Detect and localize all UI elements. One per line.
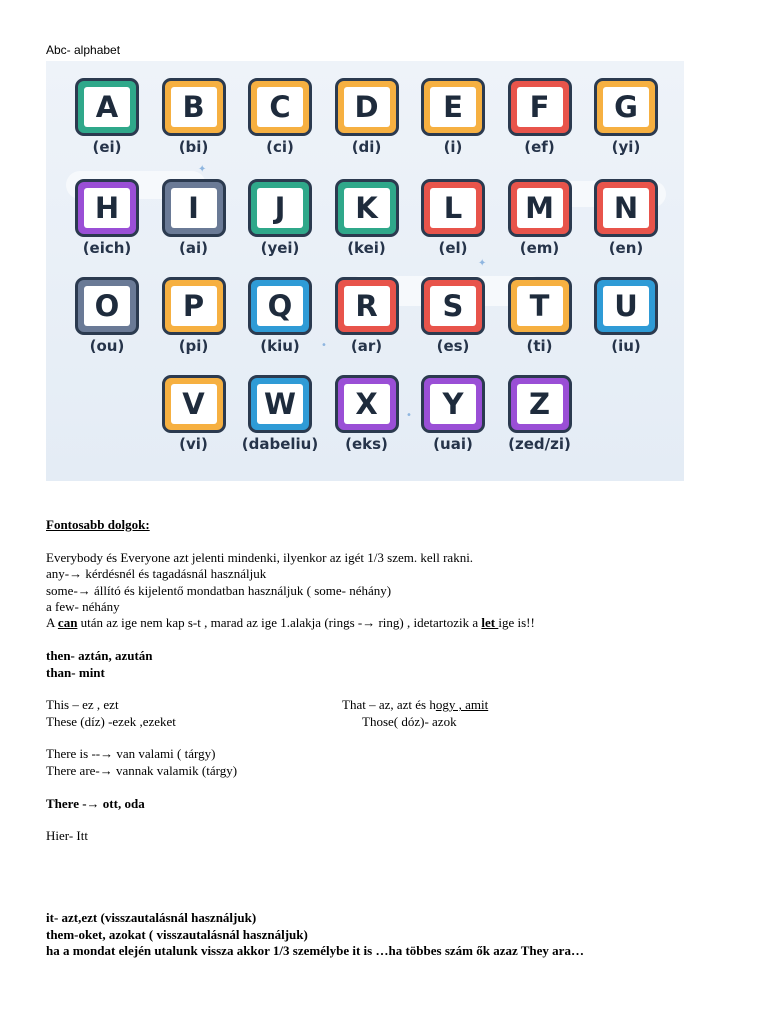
note-it: it- azt,ezt (visszautalásnál használjuk) — [46, 910, 257, 926]
letter: D — [344, 87, 390, 127]
letter: N — [603, 188, 649, 228]
notes-section — [46, 517, 746, 960]
letter: Y — [430, 384, 476, 424]
note-that — [342, 697, 488, 713]
note-there-is: There is --→ van valami ( tárgy) — [46, 746, 216, 762]
letter-tile-g — [594, 78, 658, 136]
sparkle-icon: ✦ — [478, 258, 487, 269]
letter-tile-u — [594, 277, 658, 335]
letter-tile-o — [75, 277, 139, 335]
letter: G — [603, 87, 649, 127]
section-heading: Fontosabb dolgok: — [46, 517, 150, 532]
note-everybody: Everybody és Everyone azt jelenti mindenki, ilyenkor az igét 1/3 szem. kell rakni. — [46, 549, 474, 565]
pronunciation-e: (i) — [443, 138, 463, 156]
note-this-that — [46, 697, 746, 713]
pronunciation-j: (yei) — [260, 239, 300, 257]
letter-tile-r — [335, 277, 399, 335]
letter: U — [603, 286, 649, 326]
sparkle-icon: ✦ — [198, 164, 207, 175]
letter-tile-e — [421, 78, 485, 136]
note-there: There -→ ott, oda — [46, 795, 145, 811]
letter-tile-i — [162, 179, 226, 237]
letter-tile-l — [421, 179, 485, 237]
letter: V — [171, 384, 217, 424]
note-any: any-→ kérdésnél és tagadásnál használjuk — [46, 566, 267, 582]
note-can-text: után az ige nem kap s-t , marad az ige 1.alakja (rings -→ ring) , idetartozik a — [77, 615, 482, 631]
pronunciation-f: (ef) — [524, 138, 555, 156]
letter: C — [257, 87, 303, 127]
note-ha: ha a mondat elején utalunk vissza akkor 1/3 személybe it is …ha többes szám ők azaz They ara… — [46, 943, 584, 959]
letter: Q — [257, 286, 303, 326]
letter: J — [257, 188, 303, 228]
letter-tile-n — [594, 179, 658, 237]
letter-tile-b — [162, 78, 226, 136]
letter: X — [344, 384, 390, 424]
note-few: a few- néhány — [46, 598, 120, 614]
pronunciation-k: (kei) — [347, 239, 386, 257]
sparkle-icon: • — [321, 340, 327, 351]
letter-tile-z — [508, 375, 572, 433]
note-can-text: A — [46, 615, 58, 631]
letter: L — [430, 188, 476, 228]
letter: B — [171, 87, 217, 127]
note-there-are: There are-→ vannak valamik (tárgy) — [46, 762, 238, 778]
note-these-those — [46, 714, 746, 730]
sparkle-icon: • — [406, 410, 412, 421]
pronunciation-a: (ei) — [92, 138, 122, 156]
page-title: Abc- alphabet — [46, 43, 121, 57]
note-these: These (díz) -ezek ,ezeket — [46, 713, 176, 729]
letter-tile-c — [248, 78, 312, 136]
note-that-underlined: ogy , amit — [435, 697, 489, 713]
letter-tile-x — [335, 375, 399, 433]
letter-tile-j — [248, 179, 312, 237]
letter: H — [84, 188, 130, 228]
note-can-text: ige is!! — [498, 615, 535, 631]
pronunciation-m: (em) — [519, 239, 560, 257]
letter-tile-f — [508, 78, 572, 136]
letter-tile-m — [508, 179, 572, 237]
letter: S — [430, 286, 476, 326]
note-hier: Hier- Itt — [46, 828, 88, 844]
note-can — [46, 615, 746, 631]
pronunciation-b: (bi) — [178, 138, 209, 156]
letter: F — [517, 87, 563, 127]
note-some: some-→ állító és kijelentő mondatban használjuk ( some- néhány) — [46, 582, 392, 598]
letter-tile-w — [248, 375, 312, 433]
letter-tile-h — [75, 179, 139, 237]
letter-tile-t — [508, 277, 572, 335]
note-them: them-oket, azokat ( visszautalásnál használjuk) — [46, 926, 308, 942]
letter-tile-p — [162, 277, 226, 335]
pronunciation-l: (el) — [438, 239, 468, 257]
pronunciation-i: (ai) — [179, 239, 208, 257]
pronunciation-d: (di) — [351, 138, 382, 156]
letter-tile-d — [335, 78, 399, 136]
pronunciation-r: (ar) — [350, 337, 383, 355]
pronunciation-y: (uai) — [433, 435, 473, 453]
letter: P — [171, 286, 217, 326]
letter: M — [517, 188, 563, 228]
pronunciation-g: (yi) — [611, 138, 641, 156]
pronunciation-p: (pi) — [178, 337, 209, 355]
letter: A — [84, 87, 130, 127]
pronunciation-o: (ou) — [89, 337, 125, 355]
letter: K — [344, 188, 390, 228]
let-word: let — [481, 615, 499, 631]
letter: R — [344, 286, 390, 326]
note-that-text: That – az, azt és h — [342, 697, 436, 713]
letter-tile-q — [248, 277, 312, 335]
letter-tile-k — [335, 179, 399, 237]
letter: Z — [517, 384, 563, 424]
note-this: This – ez , ezt — [46, 697, 119, 713]
letter: T — [517, 286, 563, 326]
pronunciation-z: (zed/zi) — [508, 435, 571, 453]
letter: W — [257, 384, 303, 424]
note-then: then- aztán, azután — [46, 648, 153, 664]
note-than: than- mint — [46, 664, 105, 680]
letter-tile-a — [75, 78, 139, 136]
pronunciation-q: (kiu) — [260, 337, 300, 355]
pronunciation-n: (en) — [608, 239, 644, 257]
letter: O — [84, 286, 130, 326]
alphabet-chart — [46, 61, 684, 481]
can-word: can — [57, 615, 78, 631]
pronunciation-u: (iu) — [611, 337, 641, 355]
pronunciation-s: (es) — [436, 337, 470, 355]
pronunciation-t: (ti) — [526, 337, 553, 355]
letter-tile-s — [421, 277, 485, 335]
pronunciation-c: (ci) — [266, 138, 294, 156]
note-those: Those( dóz)- azok — [362, 713, 457, 729]
pronunciation-v: (vi) — [179, 435, 208, 453]
letter-tile-y — [421, 375, 485, 433]
pronunciation-w: (dabeliu) — [241, 435, 319, 453]
letter-tile-v — [162, 375, 226, 433]
letter: E — [430, 87, 476, 127]
pronunciation-x: (eks) — [345, 435, 388, 453]
letter: I — [171, 188, 217, 228]
pronunciation-h: (eich) — [82, 239, 132, 257]
